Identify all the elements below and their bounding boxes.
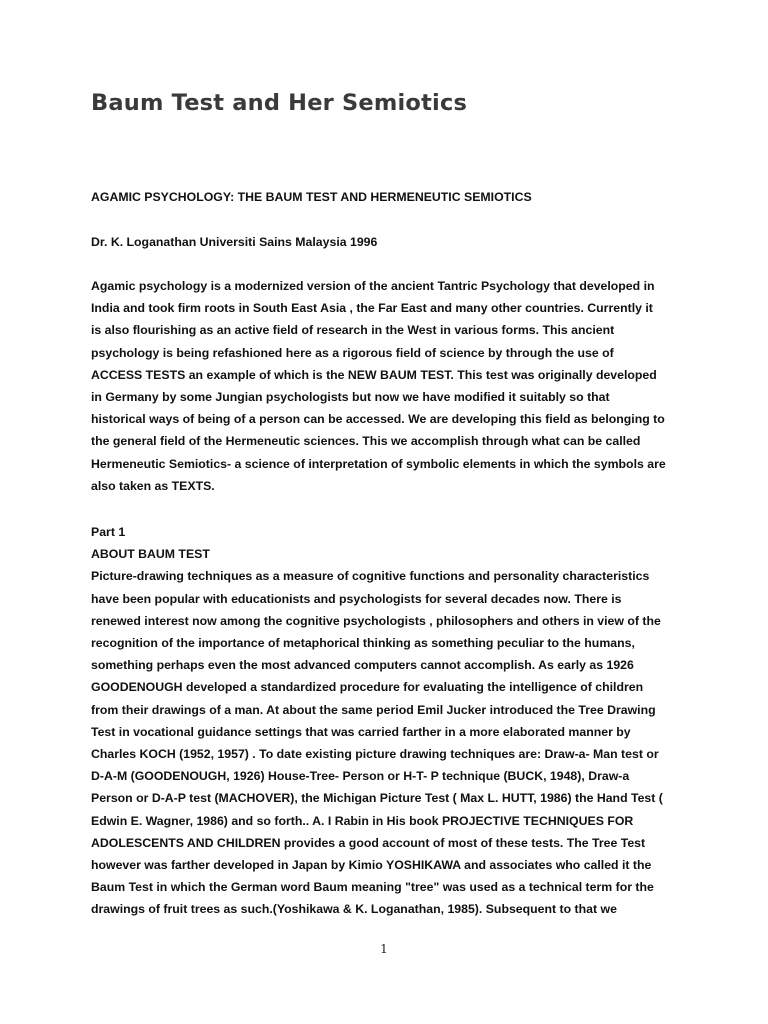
paragraph-line: D-A-M (GOODENOUGH, 1926) House-Tree- Person or H-T- P technique (BUCK, 1948), Draw-a bbox=[91, 769, 630, 784]
document-title: Baum Test and Her Semiotics bbox=[91, 90, 468, 116]
paragraph-line: Charles KOCH (1952, 1957) . To date existing picture drawing techniques are: Draw-a- Man test or bbox=[91, 747, 659, 762]
part-label: Part 1 bbox=[91, 525, 126, 539]
paragraph-intro bbox=[91, 275, 691, 497]
paragraph-line: GOODENOUGH developed a standardized procedure for evaluating the intelligence of children bbox=[91, 680, 644, 695]
section-heading: ABOUT BAUM TEST bbox=[91, 547, 210, 562]
paragraph-line: Hermeneutic Semiotics- a science of interpretation of symbolic elements in which the symbols are bbox=[91, 456, 666, 471]
paragraph-line: psychology is being refashioned here as a rigorous field of science by through the use of bbox=[91, 345, 614, 360]
paragraph-line: Edwin E. Wagner, 1986) and so forth.. A. I Rabin in His book PROJECTIVE TECHNIQUES FOR bbox=[91, 813, 634, 828]
paragraph-line: India and took firm roots in South East Asia , the Far East and many other countries. Currently it bbox=[91, 301, 653, 316]
paragraph-line: Test in vocational guidance settings that was carried farther in a more elaborated manner by bbox=[91, 724, 631, 739]
paragraph-line: is also flourishing as an active field of research in the West in various forms. This ancient bbox=[91, 323, 615, 338]
paragraph-line: something perhaps even the most advanced computers cannot accomplish. As early as 1926 bbox=[91, 658, 634, 673]
page-number: 1 bbox=[380, 942, 388, 956]
paragraph-line: from their drawings of a man. At about the same period Emil Jucker introduced the Tree Drawing bbox=[91, 702, 656, 717]
part-1-section bbox=[91, 521, 691, 921]
paragraph-line: Person or D-A-P test (MACHOVER), the Michigan Picture Test ( Max L. HUTT, 1986) the Hand Test ( bbox=[91, 791, 663, 806]
paragraph-line: recognition of the importance of metaphorical thinking as something peculiar to the humans, bbox=[91, 636, 635, 651]
paragraph-line: in Germany by some Jungian psychologists but now we have modified it suitably so that bbox=[91, 390, 610, 405]
paragraph-line: ACCESS TESTS an example of which is the NEW BAUM TEST. This test was originally developed bbox=[91, 367, 657, 382]
paragraph-line: have been popular with educationists and psychologists for several decades now. There is bbox=[91, 591, 622, 606]
paragraph-line: Picture-drawing techniques as a measure of cognitive functions and personality characteristics bbox=[91, 569, 650, 584]
author-line: Dr. K. Loganathan Universiti Sains Malaysia 1996 bbox=[91, 235, 378, 249]
paragraph-line: historical ways of being of a person can be accessed. We are developing this field as belonging to bbox=[91, 412, 665, 427]
document-subtitle: AGAMIC PSYCHOLOGY: THE BAUM TEST AND HERMENEUTIC SEMIOTICS bbox=[91, 190, 532, 204]
paragraph-line: however was farther developed in Japan by Kimio YOSHIKAWA and associates who called it the bbox=[91, 858, 652, 873]
paragraph-line: also taken as TEXTS. bbox=[91, 478, 215, 493]
paragraph-line: the general field of the Hermeneutic sciences. This we accomplish through what can be called bbox=[91, 434, 641, 449]
paragraph-line: Agamic psychology is a modernized version of the ancient Tantric Psychology that developed in bbox=[91, 279, 655, 293]
paragraph-line: renewed interest now among the cognitive psychologists , philosophers and others in view of the bbox=[91, 613, 661, 628]
paragraph-line: ADOLESCENTS AND CHILDREN provides a good account of most of these tests. The Tree Test bbox=[91, 835, 646, 850]
paragraph-line: Baum Test in which the German word Baum meaning "tree" was used as a technical term for the bbox=[91, 880, 654, 895]
paragraph-line: drawings of fruit trees as such.(Yoshikawa & K. Loganathan, 1985). Subsequent to that we bbox=[91, 902, 617, 917]
